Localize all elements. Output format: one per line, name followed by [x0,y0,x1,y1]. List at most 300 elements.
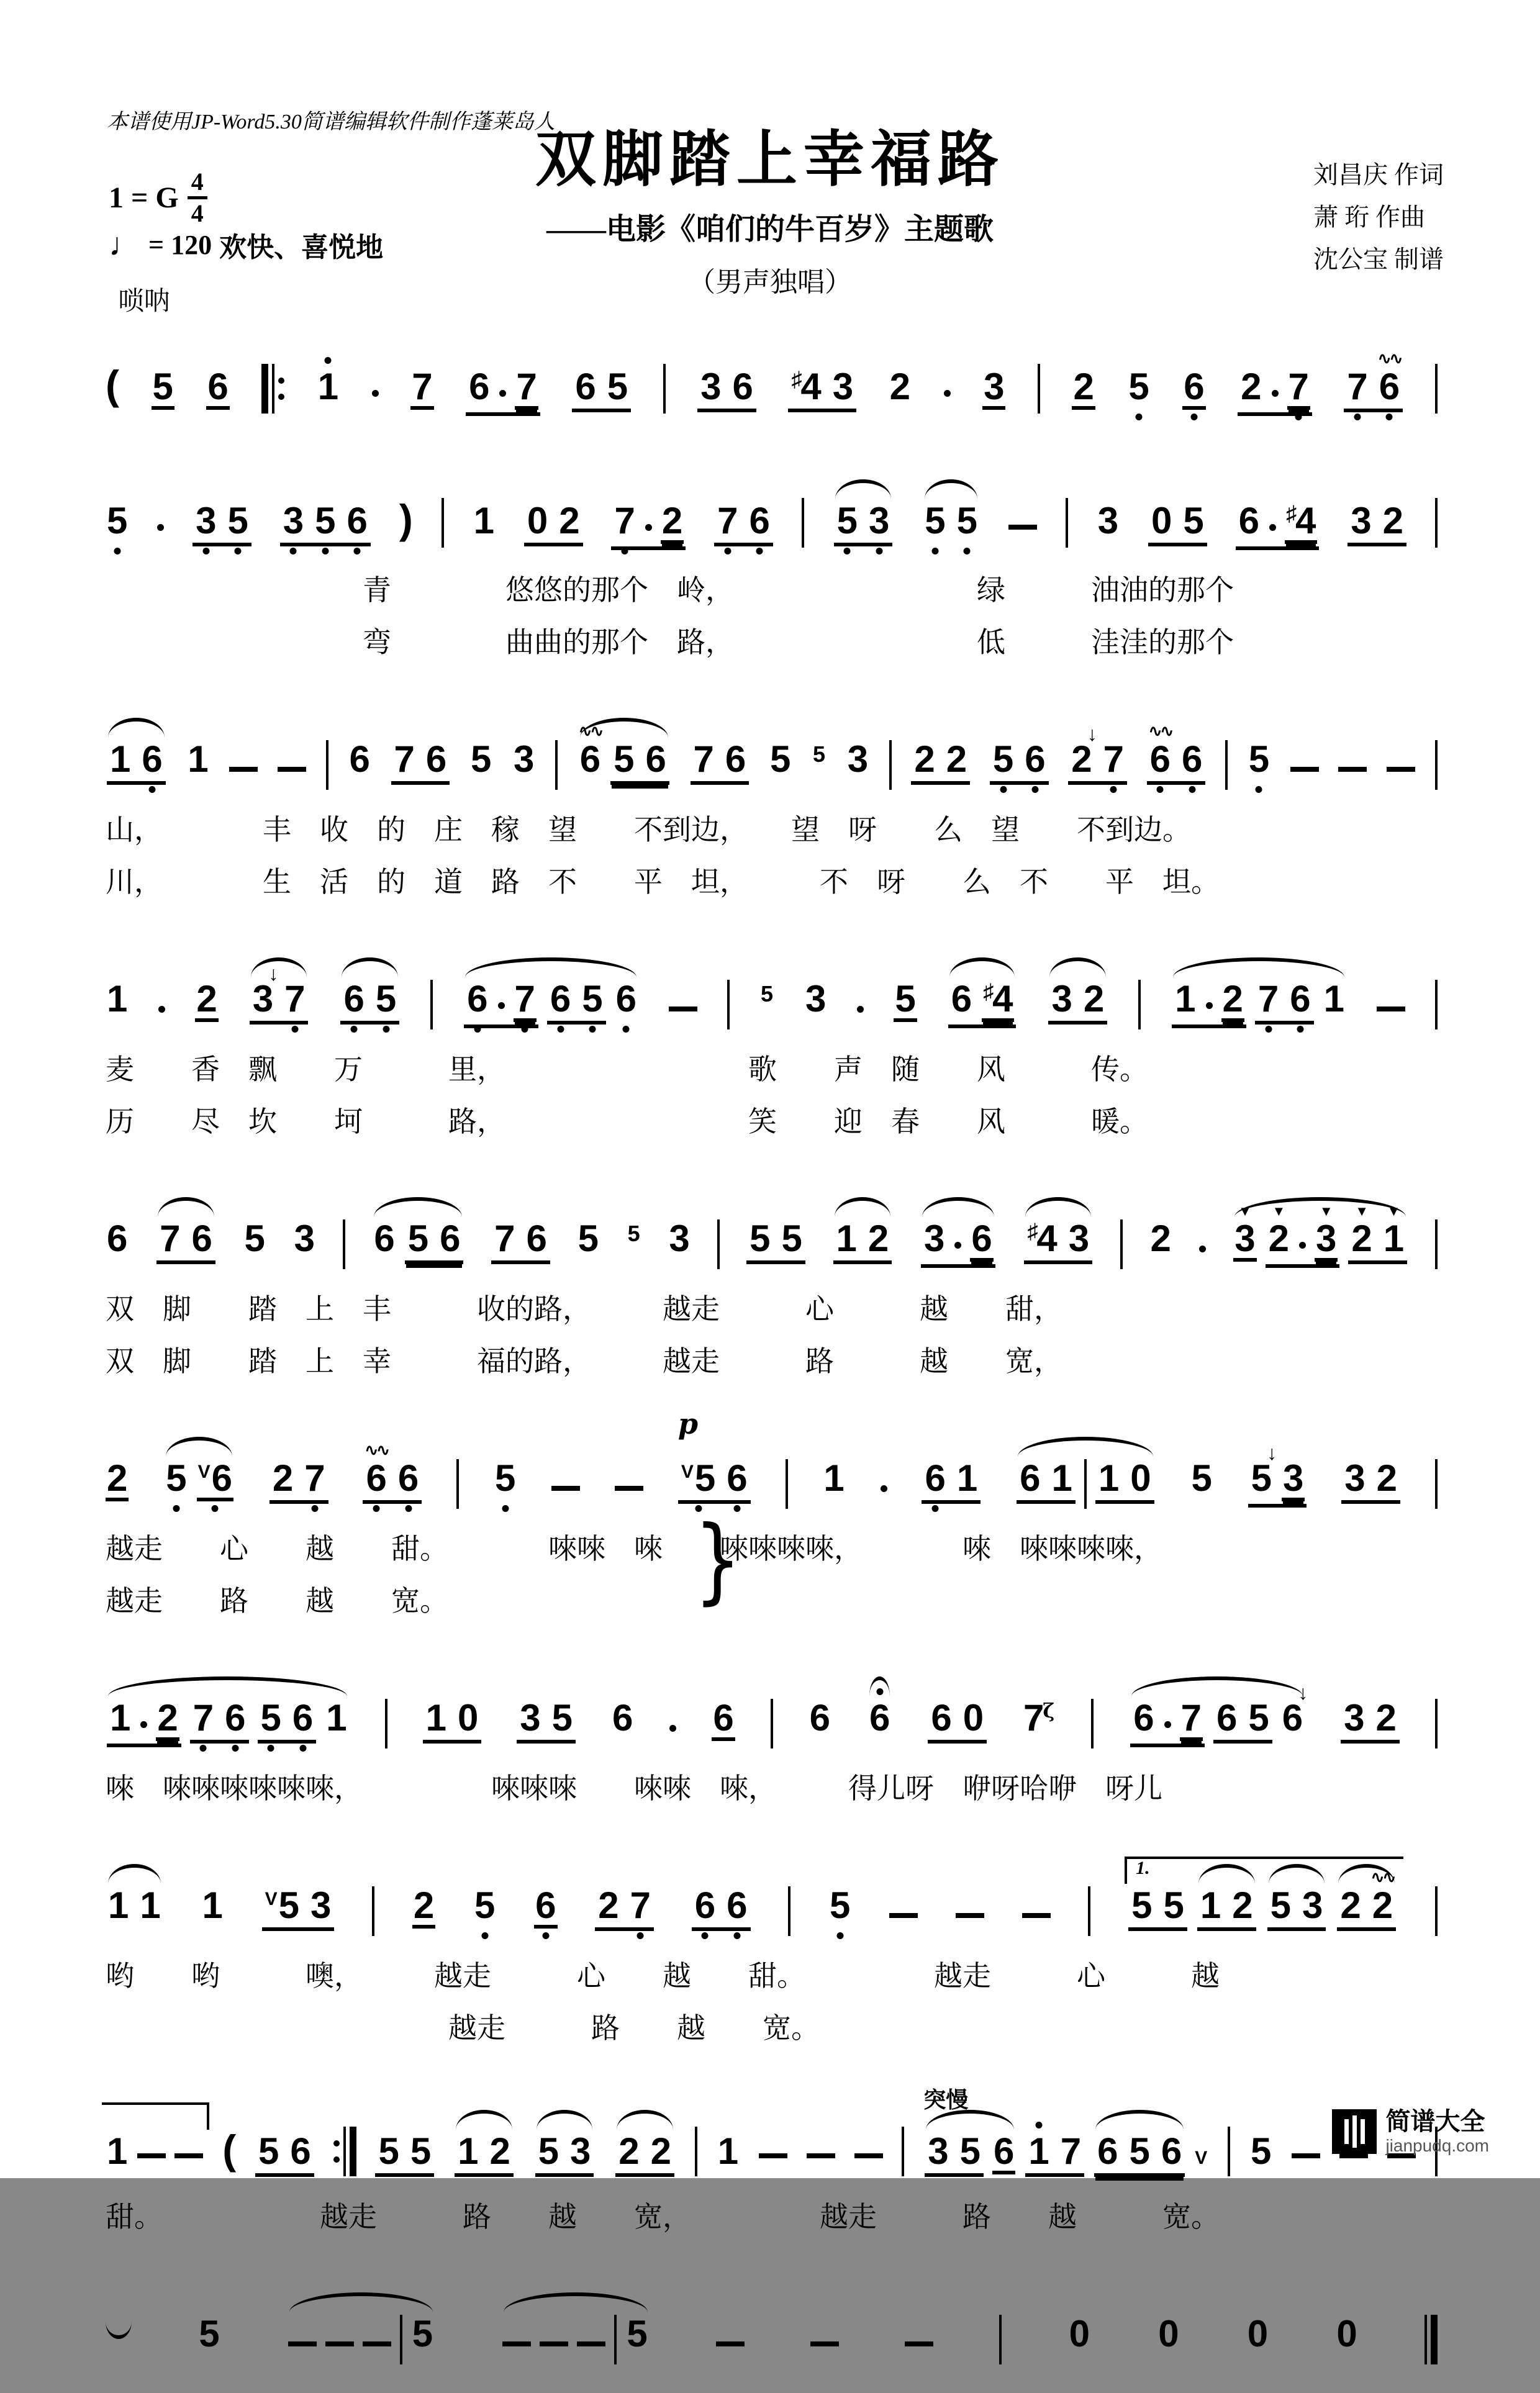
note [1129,1459,1152,1498]
note [469,740,492,779]
note-digit: 0 [1158,2313,1179,2355]
octave-dot-below [557,1026,564,1033]
augmentation-dot [1272,390,1279,397]
slur-group [923,2132,1017,2177]
note-digit: 7 [1180,1697,1202,1739]
notes-line [106,2264,1438,2364]
augmentation-dot [157,524,164,531]
note [514,980,537,1022]
note-digit: 2 [618,2130,640,2172]
note-digit: 5 [1129,2130,1150,2172]
note [717,2132,740,2171]
barline [555,740,558,790]
note-digit: 1 [458,2130,479,2172]
note-digit: 3 [805,978,827,1020]
octave-dot-below [354,548,361,554]
note-digit: 6 [343,978,365,1020]
notes-line [106,2075,1438,2177]
song-title: 双脚踏上幸福路 [535,127,1005,194]
note-digit: 0 [1247,2313,1269,2355]
note [438,1219,461,1258]
note-digit: 5 [627,2313,648,2355]
breath-mark-icon: V [681,1462,694,1482]
note [348,740,371,779]
octave-dot-below [931,548,938,554]
composer: 萧 珩 作曲 [1313,203,1425,231]
octave-dot-below [622,548,628,554]
duration-dash [137,2153,166,2158]
note [992,740,1015,779]
duration-dash [325,2341,354,2346]
note-digit: 3 [928,2130,949,2172]
note-digit: 2 [650,2130,672,2172]
note [106,502,129,540]
note-digit: 1 [717,2130,739,2172]
duration-dash [551,1486,580,1491]
slur-group [453,2132,515,2177]
slur-group [106,1886,163,1925]
note-digit: 3 [252,978,274,1020]
notes-line [106,1835,1438,1936]
note-digit: 7 [1060,2130,1082,2172]
note [519,1699,541,1737]
octave-dot-below [1190,414,1197,420]
note [303,1459,326,1498]
note-digit: 7 [717,500,738,541]
beam-group [1341,1459,1400,1504]
beam-group [1337,1868,1396,1931]
beam-group [1341,1699,1400,1744]
duration-dash [759,2153,787,2158]
octave-dot-below [502,1505,509,1512]
note-digit: 5 [895,978,916,1020]
note-digit: 6 [1161,2130,1182,2172]
lyrics-line-1: 双 脚 踏 上 丰 收的路， 越走 心 越 甜， [106,1293,1062,1325]
beam-group [517,1699,576,1744]
note-digit: 0 [457,1697,479,1739]
note [138,1886,161,1925]
lyrics-line-1: 唻 唻唻唻唻唻唻， 唻唻唻 唻唻 唻， 得儿呀 咿呀哈咿 呀儿 [106,1773,1162,1804]
slur-group [1023,1219,1094,1264]
note [251,962,279,1020]
note [894,980,917,1022]
note [1377,349,1402,407]
note [625,2315,648,2353]
note-digit: 5 [227,500,248,541]
note-digit: 2 [272,1457,294,1499]
note [1023,740,1046,779]
key-label: 1 = G [109,181,179,214]
note [1050,1459,1073,1498]
augmentation-dot [669,1725,676,1732]
barline [902,2127,904,2176]
note-digit: 7 [693,738,714,780]
note-digit: 6 [869,1697,890,1739]
note-digit: 2 [1372,1884,1393,1926]
note [109,740,132,779]
note-digit: 6 [1097,2130,1118,2172]
note-digit: 6 [366,1457,387,1499]
note [165,1459,188,1498]
duration-dash [540,2341,568,2346]
barline [802,498,804,548]
note-digit: 7 [1288,366,1309,407]
lyrics-line-2: 川， 生 活 的 道 路 不 平 坦， 不 呀 么 不 平 坦。 [106,866,1220,898]
octave-dot-below [405,1505,412,1512]
slur-group [287,2315,435,2364]
note [224,1699,247,1737]
note-digit: 5 [614,738,635,780]
beam-group [692,1886,751,1931]
barline [1138,980,1141,1029]
slur-group [248,962,310,1025]
beam-group [1266,1203,1340,1268]
note-digit: 1 [202,1884,223,1926]
accent-icon: ▼ [1355,1203,1369,1219]
barline [999,2315,1002,2364]
slur-group [501,2315,650,2364]
slur-group [1129,1681,1308,1747]
note [1157,2315,1180,2353]
note [1382,502,1405,540]
note [257,2132,280,2171]
note-digit: 1 [473,500,494,541]
note [106,980,129,1018]
slur-group [832,1219,894,1264]
barline [1435,740,1438,790]
note [627,1222,641,1246]
note-digit: 7 [1103,738,1124,780]
note [822,1459,845,1498]
note-digit: 3 [310,1884,332,1926]
duration-dash [905,2341,933,2346]
note [680,1459,717,1498]
octave-dot-below [299,1745,306,1752]
beam-group [107,1699,181,1747]
duration-dash [577,2341,605,2346]
note-digit: 7 [304,1457,325,1499]
barline [372,1886,374,1936]
octave-dot-below [964,548,971,554]
note-digit: 1 [1383,1218,1405,1259]
duration-dash [229,767,258,772]
beam-group [911,740,970,785]
downward-ornament-icon: ↓ [1298,1681,1308,1704]
note [1150,502,1173,540]
note [1068,2315,1091,2353]
note-digit: 2 [1222,978,1243,1020]
slur-group [1015,1459,1156,1509]
note [780,1219,803,1258]
barline [1038,364,1040,414]
octave-dot-below [1297,1026,1303,1033]
time-signature-top: 4 [188,169,207,199]
note [282,502,305,540]
duration-dash [363,2341,391,2346]
note [1250,1442,1277,1499]
note-digit: 2 [867,1218,889,1259]
note [317,368,340,406]
octave-dot-below [1256,786,1262,793]
note-digit: 6 [749,500,770,541]
note-digit: 1 [108,1884,129,1926]
octave-dot-below [202,548,209,554]
note [407,1219,430,1258]
note [926,2132,949,2171]
beam-group [1236,502,1320,550]
note-digit: 2 [598,1884,619,1926]
note [725,1886,748,1925]
note-digit: 5 [627,1221,640,1246]
note [466,980,489,1018]
note [1281,1681,1308,1739]
beam-group [363,1441,422,1504]
note [1097,1459,1120,1498]
note-digit: 7 [284,978,306,1020]
downward-ornament-icon: ↓ [268,962,279,985]
note [1050,980,1073,1018]
note-digit: 6 [526,1218,547,1259]
note [1149,1219,1172,1258]
system-9 [106,2075,1438,2235]
note [1350,1203,1373,1259]
note-digit: 4 [1036,1218,1058,1259]
note-digit: 6 [207,366,229,407]
note [1127,368,1150,406]
note-digit: 3 [570,2130,591,2172]
note-digit: 1 [1200,1884,1221,1926]
note-digit: 7 [630,1884,651,1926]
octave-dot-below [149,786,156,793]
note-digit: 6 [142,738,163,780]
note-digit: 7 [516,366,537,407]
beam-group [1017,1459,1076,1504]
note-digit: 1 [110,1697,131,1739]
note-digit: 3 [984,366,1005,407]
note [923,1459,946,1498]
note-digit: 0 [1151,500,1172,541]
repeat-dots [333,2140,340,2163]
sharp-icon: ♯ [983,980,994,1003]
note-digit: 1 [1051,1457,1072,1499]
octave-dot-below [1157,786,1164,793]
note-digit: 1 [110,738,131,780]
note [1269,1886,1292,1925]
beam-group [1095,1459,1154,1504]
note-digit: 5 [1251,2130,1272,2172]
note [808,1699,831,1737]
duration-dash [278,767,306,772]
system-8 [106,1835,1438,2047]
note [913,740,936,779]
note [950,980,973,1018]
note [1248,740,1270,779]
barline [788,1886,790,1936]
note [409,2132,432,2171]
augmentation-dot [499,390,506,397]
note [577,1219,600,1258]
beam-group [455,2132,514,2177]
beam-group [921,1219,995,1268]
barline [326,740,328,790]
note [725,1459,748,1498]
tempo-change-label: 突慢 [923,2088,969,2112]
augmentation-dot [954,1242,961,1249]
note [537,2132,560,2171]
note [1018,1459,1041,1498]
note-digit: 5 [258,2130,279,2172]
lyrics-line-2: 弯 曲曲的那个 路， 低 洼洼的那个 [106,627,1234,658]
note-digit: 4 [992,978,1013,1020]
barline [663,364,666,414]
note [1067,1219,1090,1258]
note-digit: 1 [107,978,128,1020]
beam-group [491,1219,550,1264]
barline [1120,1219,1123,1269]
beam-group [1348,1203,1407,1264]
note-digit: 6 [191,1218,212,1259]
beam-group-16th [610,740,669,785]
note-digit: 6 [1379,366,1400,407]
beam-group [1213,1699,1272,1744]
note-digit: 6 [469,366,490,407]
barline [1088,1886,1090,1936]
note [1221,980,1244,1022]
note-digit: 0 [1336,2313,1357,2355]
augmentation-dot [881,1485,887,1492]
octave-dot-below [623,1026,630,1033]
sharp-icon: ♯ [1027,1219,1038,1243]
note-digit: 4 [1295,500,1316,541]
augmentation-dot [1206,1002,1213,1009]
note [569,2132,592,2171]
beam-group [834,502,893,546]
note [867,502,890,540]
system-7 [106,1648,1438,1807]
note-digit: 3 [1302,1884,1323,1926]
note [611,1699,634,1737]
note-digit: 5 [578,1218,599,1259]
note [930,1699,953,1737]
barline [1435,1699,1438,1748]
note-digit: 2 [1241,366,1262,407]
octave-dot-below [474,1026,481,1033]
note-digit: 5 [1183,500,1204,541]
note [1180,1699,1203,1741]
note [526,502,549,540]
note-digit: 7 [394,738,415,780]
note [1246,2315,1269,2353]
octave-dot-below [212,1505,219,1512]
note-digit: 6 [809,1697,830,1739]
note [959,2132,982,2171]
barline [1435,1219,1438,1269]
breath-mark-icon: V [1195,2148,1208,2168]
note [748,502,771,540]
note [156,1699,179,1741]
note [581,980,604,1018]
note-digit: 6 [290,2130,311,2172]
score [106,310,1438,2393]
octave-dot-below [836,1932,843,1939]
note-digit: 6 [931,1697,952,1739]
slur-group [578,722,671,785]
slur-group [339,980,401,1025]
octave-dot-below [522,1026,528,1033]
note-digit: 3 [1234,1218,1256,1259]
slur-group [163,1459,235,1501]
note [494,1459,517,1498]
barline [430,980,433,1029]
note-digit: 1 [836,1218,857,1259]
note-digit: 3 [1051,978,1072,1020]
trill-icon: ∿∿ [1148,722,1172,740]
note-digit: 6 [575,366,596,407]
note [1349,502,1372,540]
note [393,740,416,779]
note [525,1219,548,1258]
lyrics-line-1: 越走 心 越 甜。 唻唻 唻 唻唻唻唻， 唻 唻唻唻唻， [106,1533,1162,1565]
note-digit: 2 [1268,1218,1290,1259]
note-digit: 6 [1149,738,1171,780]
beam-group [1130,1699,1205,1747]
note-digit: 2 [1382,500,1404,541]
breath-mark-icon: V [265,1889,278,1909]
note [1132,1699,1155,1737]
augmentation-dot [140,1721,147,1728]
beam-group [746,1219,805,1264]
beam-group [833,1219,892,1264]
octave-dot-below [383,1026,389,1033]
watermark-site-url: jianpudq.com [1385,2135,1489,2155]
system-3 [106,689,1438,900]
slur-group [1336,1868,1397,1931]
note [558,502,581,540]
beam-group [270,1459,328,1504]
song-subtitle: ——电影《咱们的牛百岁》主题歌 [546,213,994,246]
note [314,502,337,540]
note [1282,1459,1305,1501]
maker-note: 本谱使用JP-Word5.30简谱编辑软件制作蓬莱岛人 [107,111,555,133]
octave-dot-below [1295,414,1302,420]
beam-group [1238,368,1312,416]
octave-dot-below [290,548,297,554]
octave-dot-below [268,1745,274,1752]
note [945,740,968,779]
note-digit: 6 [211,1457,232,1499]
note [1375,1699,1398,1737]
note [1070,723,1097,780]
barline [1435,1886,1438,1936]
barline [786,1459,788,1509]
note-digit: 5 [1163,1884,1184,1926]
note-digit: 5 [769,738,791,780]
octave-dot-below [322,548,328,554]
note [283,980,306,1018]
beam-group [280,502,371,546]
beam-group [262,1886,335,1931]
barline [385,1699,387,1748]
note-digit: 3 [700,366,722,407]
note-digit: 2 [1376,1457,1398,1499]
note-digit: 6 [1020,1457,1041,1499]
note [970,1219,993,1262]
watermark [1332,2107,1489,2156]
beam-group [1248,1442,1307,1508]
time-signature-bottom: 4 [191,199,204,227]
trill-icon: ∿∿ [365,1441,388,1459]
note [615,980,638,1018]
